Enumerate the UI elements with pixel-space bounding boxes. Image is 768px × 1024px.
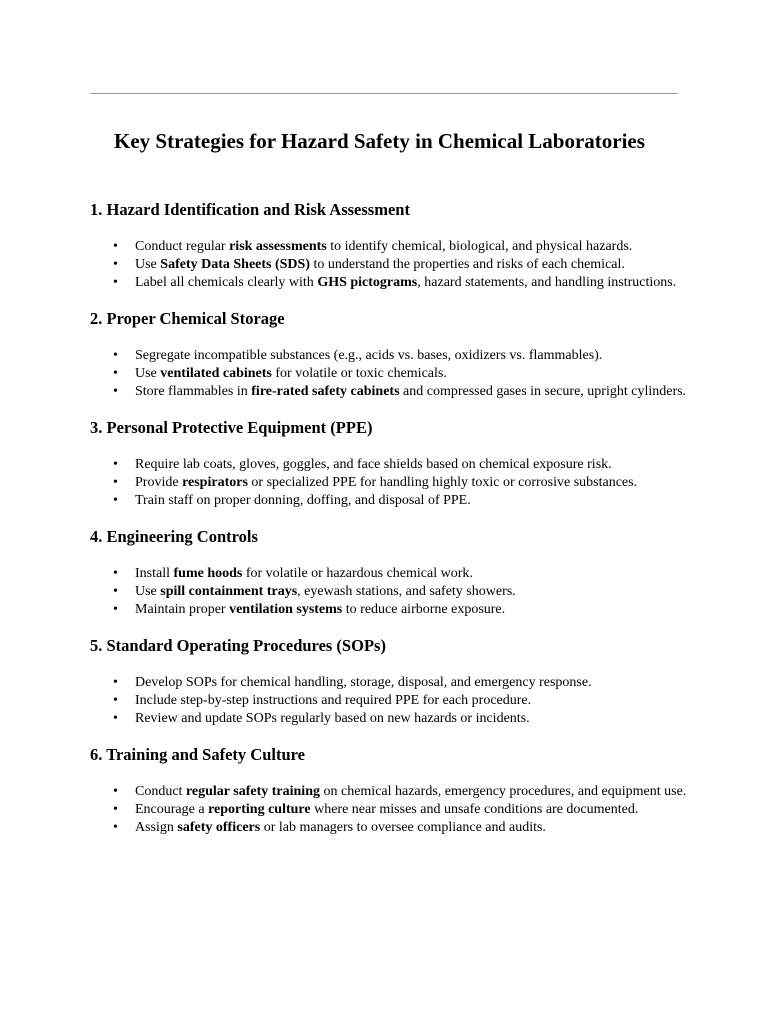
bullet-icon: • [113, 784, 118, 799]
list-item-text [135, 275, 676, 290]
list-item [90, 565, 690, 583]
text-run: Provide [135, 475, 183, 490]
list-item [90, 274, 690, 292]
text-run: for volatile or toxic chemicals. [271, 366, 447, 381]
bullet-icon: • [113, 584, 118, 599]
list-item [90, 365, 690, 383]
bullet-icon: • [113, 275, 118, 290]
bold-text: risk assessments [229, 239, 327, 254]
section-heading: 5. Standard Operating Procedures (SOPs) [90, 636, 386, 655]
section-heading: 3. Personal Protective Equipment (PPE) [90, 418, 373, 437]
text-run: Train staff on proper donning, doffing, and disposal of PPE. [135, 493, 471, 508]
list-item-text [135, 584, 516, 599]
section [90, 526, 690, 619]
text-run: Encourage a [135, 802, 209, 817]
text-run: Review and update SOPs regularly based on new hazards or incidents. [135, 711, 530, 726]
bold-text: safety officers [177, 820, 261, 835]
sections-container [90, 199, 690, 837]
bullet-icon: • [113, 711, 118, 726]
text-run: to reduce airborne exposure. [342, 602, 506, 617]
list-item [90, 692, 690, 710]
bullet-icon: • [113, 693, 118, 708]
list-item [90, 256, 690, 274]
text-run: Segregate incompatible substances (e.g., acids vs. bases, oxidizers vs. flammables). [135, 348, 603, 363]
section [90, 308, 690, 401]
list-item [90, 783, 690, 801]
bullet-icon: • [113, 675, 118, 690]
bold-text: fume hoods [173, 566, 243, 581]
list-item-text [135, 820, 546, 835]
bold-text: reporting culture [208, 802, 311, 817]
list-item [90, 474, 690, 492]
list-item-text [135, 566, 473, 581]
bold-text: ventilation systems [229, 602, 343, 617]
section [90, 744, 690, 837]
text-run: Conduct regular [135, 239, 230, 254]
bold-text: respirators [182, 475, 248, 490]
text-run: Develop SOPs for chemical handling, storage, disposal, and emergency response. [135, 675, 592, 690]
text-run: or lab managers to oversee compliance and audits. [260, 820, 546, 835]
list-item [90, 492, 690, 510]
list-item [90, 238, 690, 256]
section-heading: 4. Engineering Controls [90, 527, 258, 546]
section [90, 635, 690, 728]
list-item [90, 819, 690, 837]
list-item-text [135, 802, 638, 817]
list-item [90, 674, 690, 692]
bullet-icon: • [113, 239, 118, 254]
bold-text: ventilated cabinets [160, 366, 272, 381]
text-run: where near misses and unsafe conditions are documented. [310, 802, 639, 817]
bullet-icon: • [113, 366, 118, 381]
bullet-list [90, 783, 690, 837]
bold-text: Safety Data Sheets (SDS) [160, 257, 310, 272]
list-item-text [135, 239, 632, 254]
bullet-icon: • [113, 602, 118, 617]
list-item-text [135, 257, 625, 272]
text-run: and compressed gases in secure, upright cylinders. [399, 384, 687, 399]
bold-text: fire-rated safety cabinets [251, 384, 400, 399]
bullet-icon: • [113, 348, 118, 363]
list-item-text [135, 348, 602, 363]
list-item [90, 583, 690, 601]
list-item [90, 801, 690, 819]
list-item-text [135, 602, 505, 617]
text-run: or specialized PPE for handling highly toxic or corrosive substances. [247, 475, 638, 490]
text-run: Store flammables in [135, 384, 252, 399]
text-run: Include step-by-step instructions and required PPE for each procedure. [135, 693, 532, 708]
bullet-list [90, 347, 690, 401]
section-heading: 2. Proper Chemical Storage [90, 309, 285, 328]
text-run: for volatile or hazardous chemical work. [242, 566, 473, 581]
list-item [90, 383, 690, 401]
text-run: Use [135, 584, 161, 599]
section [90, 417, 690, 510]
text-run: , eyewash stations, and safety showers. [297, 584, 516, 599]
bullet-list [90, 565, 690, 619]
text-run: Use [135, 366, 161, 381]
list-item-text [135, 693, 531, 708]
bullet-icon: • [113, 475, 118, 490]
list-item [90, 456, 690, 474]
text-run: to identify chemical, biological, and physical hazards. [326, 239, 633, 254]
bullet-list [90, 674, 690, 728]
list-item-text [135, 493, 471, 508]
bold-text: regular safety training [185, 784, 320, 799]
text-run: Assign [135, 820, 178, 835]
horizontal-rule [90, 93, 678, 94]
text-run: to understand the properties and risks of each chemical. [310, 257, 625, 272]
bullet-list [90, 238, 690, 292]
list-item-text [135, 457, 612, 472]
list-item-text [135, 784, 686, 799]
document-title: Key Strategies for Hazard Safety in Chemical Laboratories [114, 129, 645, 153]
list-item-text [135, 384, 686, 399]
text-run: Require lab coats, gloves, goggles, and face shields based on chemical exposure risk. [135, 457, 612, 472]
bullet-icon: • [113, 457, 118, 472]
list-item-text [135, 711, 530, 726]
section [90, 199, 690, 292]
section-heading: 1. Hazard Identification and Risk Assessment [90, 200, 410, 219]
bullet-list [90, 456, 690, 510]
list-item-text [135, 475, 637, 490]
text-run: Use [135, 257, 161, 272]
text-run: on chemical hazards, emergency procedures, and equipment use. [319, 784, 687, 799]
text-run: Label all chemicals clearly with [135, 275, 318, 290]
list-item [90, 347, 690, 365]
text-run: , hazard statements, and handling instructions. [417, 275, 677, 290]
list-item [90, 710, 690, 728]
bullet-icon: • [113, 820, 118, 835]
list-item [90, 601, 690, 619]
text-run: Install [135, 566, 174, 581]
list-item-text [135, 366, 447, 381]
text-run: Conduct [135, 784, 186, 799]
section-heading: 6. Training and Safety Culture [90, 745, 305, 764]
bold-text: GHS pictograms [317, 275, 418, 290]
bullet-icon: • [113, 566, 118, 581]
bullet-icon: • [113, 384, 118, 399]
bullet-icon: • [113, 257, 118, 272]
text-run: Maintain proper [135, 602, 230, 617]
list-item-text [135, 675, 592, 690]
bullet-icon: • [113, 802, 118, 817]
bold-text: spill containment trays [160, 584, 298, 599]
bullet-icon: • [113, 493, 118, 508]
